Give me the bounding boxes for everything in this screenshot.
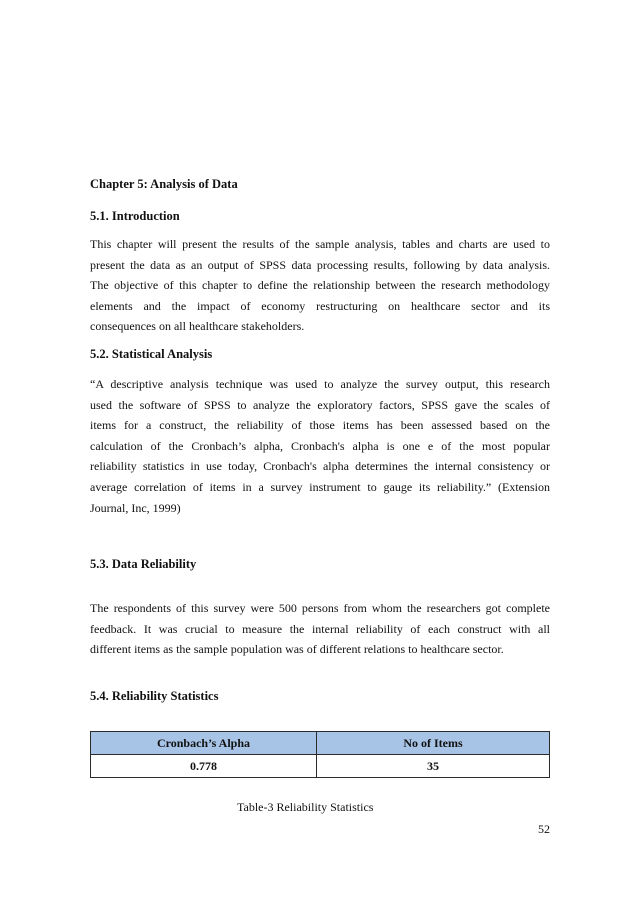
section-heading-data-reliability: 5.3. Data Reliability — [90, 557, 197, 571]
cell-cronbachs-alpha-value: 0.778 — [91, 755, 317, 778]
section-heading-introduction: 5.1. Introduction — [90, 209, 180, 223]
text-line: feedback. It was crucial to measure the internal reliability of each construct with all — [90, 621, 550, 636]
text-line: different items as the sample population was of different relations to healthcare sector. — [90, 642, 504, 657]
document-page — [90, 0, 550, 905]
reliability-statistics-table — [90, 731, 550, 778]
text-line: This chapter will present the results of the sample analysis, tables and charts are used to — [90, 237, 550, 251]
text-line: elements and the impact of economy restructuring on healthcare sector and its — [90, 298, 550, 313]
text-line: consequences on all healthcare stakeholders. — [90, 319, 305, 334]
chapter-title: Chapter 5: Analysis of Data — [90, 177, 238, 191]
text-line: The respondents of this survey were 500 persons from whom the researchers got complete — [90, 601, 550, 615]
text-line: average correlation of items in a survey instrument to gauge its reliability.” (Extension — [90, 479, 550, 494]
column-header-cronbachs-alpha: Cronbach’s Alpha — [91, 732, 317, 755]
cell-no-of-items-value: 35 — [317, 755, 550, 778]
table-header-row — [91, 732, 550, 755]
column-header-no-of-items: No of Items — [317, 732, 550, 755]
page-number: 52 — [538, 822, 550, 836]
section-heading-reliability-statistics: 5.4. Reliability Statistics — [90, 689, 219, 703]
table-caption: Table-3 Reliability Statistics — [237, 800, 374, 814]
text-line: calculation of the Cronbach’s alpha, Cronbach's alpha is one e of the most popular — [90, 438, 550, 453]
text-line: used the software of SPSS to analyze the exploratory factors, SPSS gave the scales of — [90, 397, 550, 412]
text-line: “A descriptive analysis technique was used to analyze the survey output, this research — [90, 377, 550, 391]
paragraph-introduction — [90, 234, 550, 337]
text-line: reliability statistics in use today, Cronbach's alpha determines the internal consistency or — [90, 459, 550, 474]
text-line: The objective of this chapter to define the relationship between the research methodology — [90, 278, 550, 293]
text-line: Journal, Inc, 1999) — [90, 500, 181, 515]
section-heading-statistical-analysis: 5.2. Statistical Analysis — [90, 347, 213, 361]
paragraph-statistical-analysis — [90, 374, 550, 518]
text-line: items for a construct, the reliability of those items has been assessed based on the — [90, 418, 550, 433]
table-row — [91, 755, 550, 778]
text-line: present the data as an output of SPSS data processing results, following by data analysis. — [90, 257, 550, 272]
paragraph-data-reliability — [90, 598, 550, 660]
